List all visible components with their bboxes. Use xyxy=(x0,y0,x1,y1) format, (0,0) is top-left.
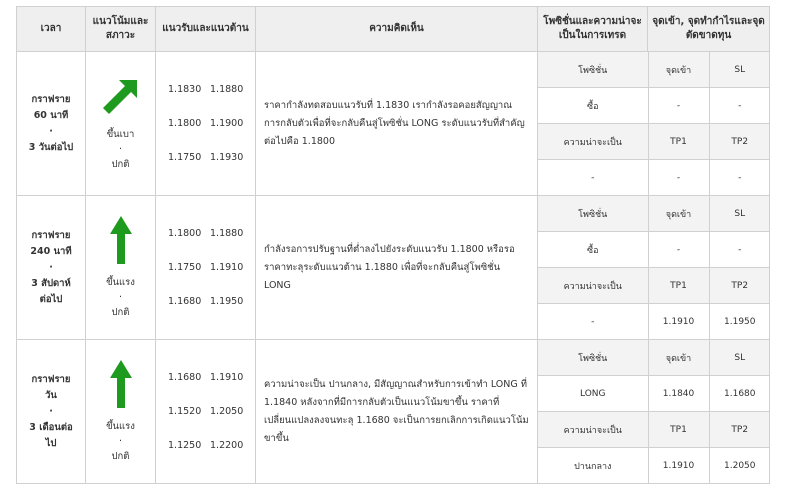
resistance-level: 1.1880 xyxy=(210,84,244,95)
position-grid-value: SL xyxy=(709,340,770,376)
cell-line: ปกติ xyxy=(111,450,130,462)
header-time: เวลา xyxy=(17,7,86,52)
position-grid-row xyxy=(538,196,770,232)
comment-cell: ความน่าจะเป็น ปานกลาง, มีสัญญาณสำหรับการเข้าทำ LONG ที่ 1.1840 หลังจากที่มีการกลับตัวเป็นแนวโน้มขาขึ้น ราคาที่เปลี่ยนแปลงลงจนทะลุ 1.1680 จะเป็นการยกเลิกการเกิดแนวโน้มขาขึ้น xyxy=(256,340,538,484)
position-grid-value: TP2 xyxy=(709,268,770,304)
resistance-level: 1.2200 xyxy=(210,440,244,451)
position-grid-value: 1.1840 xyxy=(648,376,709,412)
position-grid-value: ความน่าจะเป็น xyxy=(538,124,648,160)
analysis-table xyxy=(16,6,770,484)
cell-line: · xyxy=(49,261,53,273)
resistance-level: 1.2050 xyxy=(210,406,244,417)
position-grid-row xyxy=(538,160,770,196)
position-grid-cell xyxy=(538,52,770,196)
resistance-level: 1.1880 xyxy=(210,228,244,239)
cell-line: 60 นาที xyxy=(33,109,69,121)
cell-line: ขึ้นแรง xyxy=(106,276,135,288)
cell-line: กราฟราย xyxy=(31,93,71,105)
header-row xyxy=(17,7,770,52)
position-grid xyxy=(538,340,770,483)
position-grid-value: - xyxy=(648,232,709,268)
position-grid-value: - xyxy=(738,172,742,183)
header-levels: แนวรับและแนวต้าน xyxy=(156,7,256,52)
position-grid-value: - xyxy=(709,88,770,124)
support-level: 1.1680 xyxy=(168,296,202,307)
header-trend: แนวโน้มและสภาวะ xyxy=(86,7,156,52)
table-row xyxy=(17,52,770,196)
cell-line: กราฟราย xyxy=(31,373,71,385)
position-grid-value: 1.1910 xyxy=(648,304,709,340)
position-grid-value: - xyxy=(538,304,648,340)
position-grid-row xyxy=(538,340,770,376)
position-grid-value: ซื้อ xyxy=(538,232,648,268)
cell-line: 240 นาที xyxy=(30,245,72,257)
position-grid-cell xyxy=(538,196,770,340)
position-grid xyxy=(538,52,770,195)
level-pair xyxy=(168,251,255,285)
position-grid-row xyxy=(538,232,770,268)
header-comment: ความคิดเห็น xyxy=(256,7,538,52)
time-cell xyxy=(17,52,86,196)
time-cell xyxy=(17,340,86,484)
level-pair xyxy=(168,107,255,141)
support-level: 1.1800 xyxy=(168,118,202,129)
support-level: 1.1750 xyxy=(168,152,202,163)
resistance-level: 1.1910 xyxy=(210,372,244,383)
resistance-level: 1.1900 xyxy=(210,118,244,129)
levels-cell xyxy=(156,196,256,340)
position-grid-value: โพซิชั่น xyxy=(538,340,648,376)
level-pair xyxy=(168,395,255,429)
cell-line: ขึ้นแรง xyxy=(106,420,135,432)
position-grid-row xyxy=(538,88,770,124)
cell-line: ต่อไป xyxy=(39,293,63,305)
support-level: 1.1750 xyxy=(168,262,202,273)
position-grid-value: โพซิชั่น xyxy=(538,52,648,88)
cell-line: 3 สัปดาห์ xyxy=(31,277,71,289)
level-pair xyxy=(168,429,255,463)
cell-line: · xyxy=(118,435,123,447)
support-level: 1.1680 xyxy=(168,372,202,383)
position-grid-value: TP1 xyxy=(648,268,709,304)
level-pair xyxy=(168,73,255,107)
header-position: โพซิชั่นและความน่าจะเป็นในการเทรด xyxy=(538,7,648,52)
arrow-up-icon xyxy=(86,216,155,269)
cell-line: วัน xyxy=(45,389,57,401)
position-grid-row xyxy=(538,376,770,412)
cell-line: 3 เดือนต่อ xyxy=(29,421,73,433)
position-grid-value: โพซิชั่น xyxy=(538,196,648,232)
position-grid-value: ซื้อ xyxy=(538,88,648,124)
cell-line: 3 วันต่อไป xyxy=(28,141,74,153)
cell-line: ปกติ xyxy=(111,306,130,318)
position-grid-value: SL xyxy=(709,196,770,232)
support-level: 1.1830 xyxy=(168,84,202,95)
trend-cell xyxy=(86,196,156,340)
levels-cell xyxy=(156,52,256,196)
position-grid-value: ความน่าจะเป็น xyxy=(538,412,648,448)
position-grid-value: - xyxy=(709,232,770,268)
position-grid-row xyxy=(538,448,770,484)
position-grid-value: TP2 xyxy=(709,412,770,448)
comment-cell: ราคากำลังทดสอบแนวรับที่ 1.1830 เรากำลังรอคอยสัญญาณการกลับตัวเพื่อที่จะกลับคืนสู่โพซิชั่น LONG ระดับแนวรับที่สำคัญต่อไปคือ 1.1800 xyxy=(256,52,538,196)
arrow-up-icon xyxy=(86,360,155,413)
cell-line: ปกติ xyxy=(111,158,130,170)
cell-line: ไป xyxy=(45,437,57,449)
cell-line: · xyxy=(118,291,123,303)
position-grid-value: LONG xyxy=(538,376,648,412)
position-grid-value: - xyxy=(538,160,648,196)
resistance-level: 1.1910 xyxy=(210,262,244,273)
resistance-level: 1.1950 xyxy=(210,296,244,307)
position-grid-value: 1.1910 xyxy=(648,448,709,484)
level-pair xyxy=(168,141,255,175)
position-grid-row xyxy=(538,52,770,88)
position-grid-row xyxy=(538,412,770,448)
position-grid-value: จุดเข้า xyxy=(648,196,709,232)
position-grid-value: ความน่าจะเป็น xyxy=(538,268,648,304)
trend-cell xyxy=(86,52,156,196)
resistance-level: 1.1930 xyxy=(210,152,244,163)
position-grid-value: 1.2050 xyxy=(724,460,756,471)
position-grid-value: TP1 xyxy=(648,124,709,160)
position-grid-value: จุดเข้า xyxy=(648,340,709,376)
position-grid-value: จุดเข้า xyxy=(648,52,709,88)
time-cell xyxy=(17,196,86,340)
position-grid-value: SL xyxy=(709,52,770,88)
position-grid-value: 1.1950 xyxy=(724,316,756,327)
arrow-diagonal-up-icon xyxy=(86,76,155,121)
position-grid xyxy=(538,196,770,339)
level-pair xyxy=(168,217,255,251)
position-grid-cell xyxy=(538,340,770,484)
cell-line: · xyxy=(49,125,53,137)
levels-cell xyxy=(156,340,256,484)
header-entry: จุดเข้า, จุดทำกำไรและจุดตัดขาดทุน xyxy=(648,7,770,52)
cell-line: กราฟราย xyxy=(31,229,71,241)
position-grid-row xyxy=(538,268,770,304)
cell-line: · xyxy=(118,143,123,155)
table-row xyxy=(17,340,770,484)
comment-cell: กำลังรอการปรับฐานที่ต่ำลงไปยังระดับแนวรับ 1.1800 หรือรอราคาทะลุระดับแนวต้าน 1.1880 เพื่อที่จะกลับคืนสู่โพซิชั่น LONG xyxy=(256,196,538,340)
position-grid-value: TP1 xyxy=(648,412,709,448)
position-grid-value: - xyxy=(648,160,709,196)
position-grid-value: - xyxy=(648,88,709,124)
support-level: 1.1520 xyxy=(168,406,202,417)
trend-cell xyxy=(86,340,156,484)
position-grid-value: TP2 xyxy=(709,124,770,160)
cell-line: ขึ้นเบา xyxy=(106,128,135,140)
support-level: 1.1250 xyxy=(168,440,202,451)
position-grid-value: ปานกลาง xyxy=(538,448,648,484)
position-grid-row xyxy=(538,304,770,340)
position-grid-row xyxy=(538,124,770,160)
level-pair xyxy=(168,285,255,319)
table-row xyxy=(17,196,770,340)
level-pair xyxy=(168,361,255,395)
position-grid-value: 1.1680 xyxy=(709,376,770,412)
cell-line: · xyxy=(49,405,53,417)
support-level: 1.1800 xyxy=(168,228,202,239)
